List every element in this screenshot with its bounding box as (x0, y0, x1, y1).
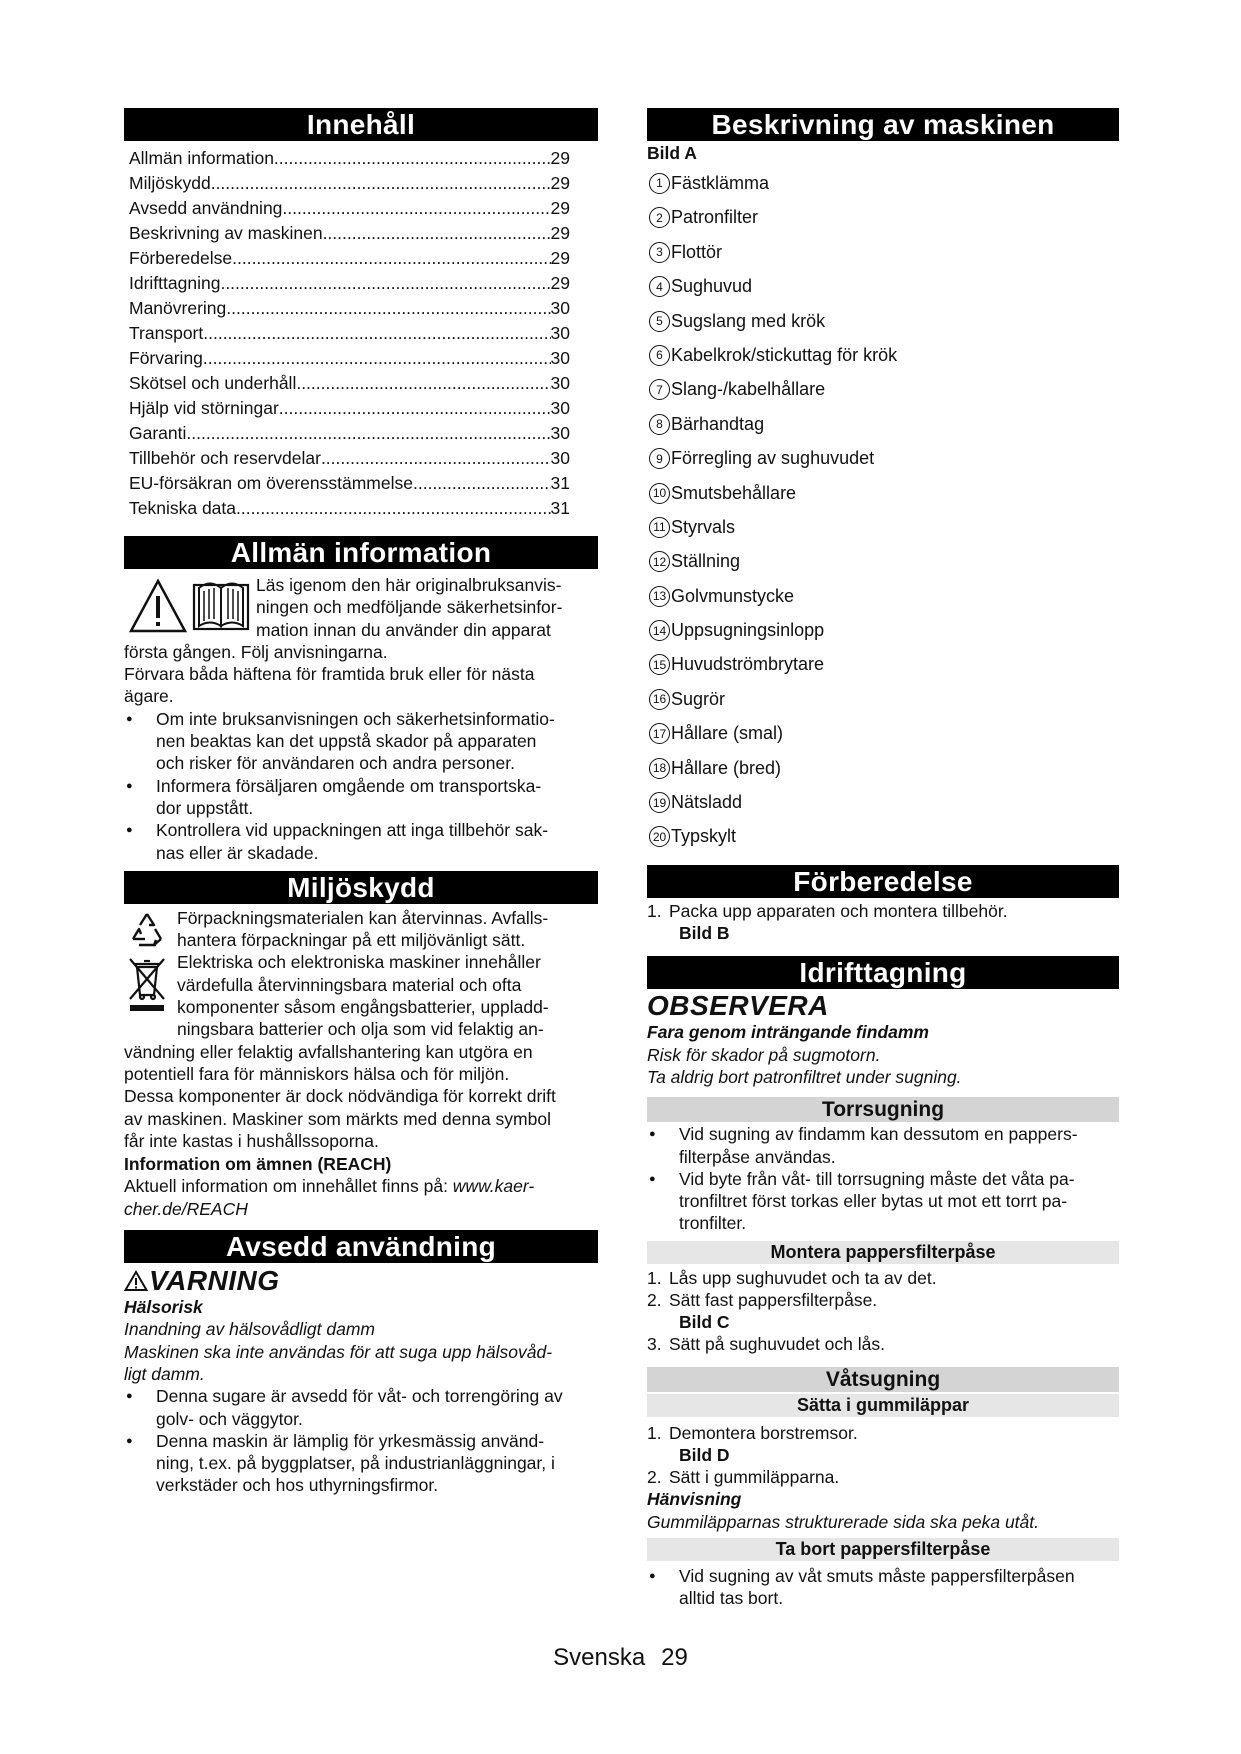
part-number: 8 (649, 414, 670, 435)
list-item: 12 Ställning (647, 545, 1119, 579)
startup-heading: Idrifttagning (647, 956, 1119, 989)
part-number: 15 (649, 654, 670, 675)
part-number: 19 (649, 792, 670, 813)
list-item: ● Kontrollera vid uppackningen att inga tillbehör sak- nas eller är skadade. (124, 819, 598, 864)
notice-text: Risk för skador på sugmotorn. Ta aldrig bort patronfiltret under sugning. (647, 1044, 962, 1087)
list-item: 14 Uppsugningsinlopp (647, 613, 1119, 647)
figure-ref: Bild D (679, 1444, 730, 1465)
list-item: ● Vid sugning av våt smuts måste pappersfilterpåsen alltid tas bort. (647, 1565, 1119, 1610)
general-bullets (124, 708, 598, 864)
list-item: ● Vid byte från våt- till torrsugning måste det våta pa- tronfiltret först torkas eller bytas ut mot ett torrt pa- tronfilter. (647, 1168, 1119, 1235)
weee-text: Elektriska och elektroniska maskiner innehåller värdefulla återvinningsbara material och ofta komponenter såsom engångsbatterier, uppladd- ningsbara batterier och olja som vid felaktig an- (177, 952, 549, 1040)
reach-text: Aktuell information om innehållet finns på: www.kaer- (124, 1176, 535, 1197)
list-item: 9 Förregling av sughuvudet (647, 441, 1119, 475)
toc-entry[interactable]: Avsedd användning ..... 29 (124, 196, 598, 221)
part-number: 2 (649, 207, 670, 228)
list-item: 19 Nätsladd (647, 785, 1119, 819)
toc-entry[interactable]: Tillbehör och reservdelar ..... 30 (124, 446, 598, 471)
toc-entry[interactable]: Miljöskydd ..... 29 (124, 171, 598, 196)
crossed-bin-icon (126, 955, 168, 1013)
intended-bullets (124, 1385, 598, 1496)
list-item: 2 Patronfilter (647, 201, 1119, 235)
list-item: 16 Sugrör (647, 682, 1119, 716)
list-item: 1. Demontera borstremsor. (647, 1422, 858, 1443)
weee-text-rest: vändning eller felaktig avfallshantering kan utgöra en potentiell fara för människors hälsa och för miljön. Dessa komponenter är dock nödvändiga för korrekt drift av maskinen. Maskiner som märkts med denna symbol får inte kastas i hushållssoporna. (124, 1041, 556, 1151)
list-item: ● Vid sugning av findamm kan dessutom en pappers- filterpåse användas. (647, 1123, 1119, 1168)
notice-subtitle: Fara genom inträngande findamm (647, 1022, 929, 1043)
list-item: 10 Smutsbehållare (647, 476, 1119, 510)
list-item: 13 Golvmunstycke (647, 579, 1119, 613)
part-number: 18 (649, 758, 670, 779)
warning-label: VARNING (124, 1266, 598, 1296)
general-para2: Förvara båda häftena för framtida bruk eller för nästa ägare. (124, 664, 535, 707)
dry-bullets (647, 1123, 1119, 1234)
part-number: 12 (649, 551, 670, 572)
reach-title: Information om ämnen (REACH) (124, 1154, 392, 1175)
list-item: ● Informera försäljaren omgående om transportska- dor uppstått. (124, 775, 598, 820)
warning-triangle-icon (128, 578, 188, 634)
mount-steps (647, 1267, 1119, 1356)
footer-language: Svenska (553, 1644, 646, 1671)
list-item: 4 Sughuvud (647, 269, 1119, 303)
part-number: 14 (649, 620, 670, 641)
list-item: 6 Kabelkrok/stickuttag för krök (647, 338, 1119, 372)
general-intro: Läs igenom den här originalbruksanvis- ningen och medföljande säkerhetsinfor- mation innan du använder din apparat (256, 575, 563, 640)
page-footer (0, 1644, 1241, 1672)
part-number: 5 (649, 311, 670, 332)
list-item: 15 Huvudströmbrytare (647, 648, 1119, 682)
figure-ref: Bild B (679, 923, 730, 944)
list-item: 1 Fästklämma (647, 166, 1119, 200)
lips-steps (647, 1422, 1119, 1489)
notice-title: OBSERVERA (647, 990, 829, 1022)
list-item: 2. Sätt i gummiläpparna. (647, 1466, 840, 1487)
part-number: 10 (649, 483, 670, 504)
warning-triangle-icon (124, 1270, 148, 1292)
reach-link[interactable]: www.kaer- (452, 1176, 535, 1197)
table-of-contents (124, 141, 598, 521)
list-item: 20 Typskylt (647, 820, 1119, 854)
figure-ref: Bild A (647, 143, 697, 163)
lips-heading: Sätta i gummiläppar (647, 1394, 1119, 1417)
note-title: Hänvisning (647, 1489, 742, 1510)
manual-book-icon (190, 575, 252, 633)
list-item: 7 Slang-/kabelhållare (647, 373, 1119, 407)
reach-link-cont[interactable]: cher.de/REACH (124, 1198, 248, 1219)
list-item: ● Denna sugare är avsedd för våt- och torrengöring av golv- och väggytor. (124, 1385, 598, 1430)
part-number: 7 (649, 379, 670, 400)
general-heading: Allmän information (124, 536, 598, 569)
list-item: 18 Hållare (bred) (647, 751, 1119, 785)
intended-section (124, 1263, 598, 1497)
remove-heading: Ta bort pappersfilterpåse (647, 1538, 1119, 1561)
list-item: 3. Sätt på sughuvudet och lås. (647, 1334, 885, 1355)
toc-entry[interactable]: Garanti ..... 30 (124, 421, 598, 446)
part-number: 20 (649, 826, 670, 847)
toc-entry[interactable]: Förvaring ..... 30 (124, 346, 598, 371)
toc-heading: Innehåll (124, 108, 598, 141)
remove-bullets (647, 1565, 1119, 1610)
part-number: 16 (649, 689, 670, 710)
list-item: 3 Flottör (647, 235, 1119, 269)
prep-heading: Förberedelse (647, 865, 1119, 898)
recycle-icon (126, 909, 168, 951)
toc-entry[interactable]: Transport ..... 30 (124, 321, 598, 346)
hazard-title: Hälsorisk (124, 1297, 203, 1318)
right-column (647, 108, 1119, 1609)
left-column (124, 108, 598, 1497)
list-item: ● Denna maskin är lämplig för yrkesmässig använd- ning, t.ex. på byggplatser, på industrianläggningar, i verkstäder och hos uthyrningsfirmor. (124, 1430, 598, 1497)
part-number: 11 (649, 517, 670, 538)
parts-list (647, 166, 1119, 854)
page-number: 29 (661, 1644, 688, 1671)
list-item: 2. Sätt fast pappersfilterpåse. (647, 1290, 878, 1311)
part-number: 1 (649, 173, 670, 194)
hazard-text: Inandning av hälsovådligt damm Maskinen ska inte användas för att suga upp hälsovåd- ligt damm. (124, 1319, 553, 1384)
toc-entry[interactable]: EU-försäkran om överensstämmelse ..... 31 (124, 471, 598, 496)
list-item: ● Om inte bruksanvisningen och säkerhetsinformatio- nen beaktas kan det uppstå skador på apparaten och risker för användaren och andra personer. (124, 708, 598, 775)
part-number: 9 (649, 448, 670, 469)
part-number: 3 (649, 242, 670, 263)
part-number: 6 (649, 345, 670, 366)
note-text: Gummiläpparnas strukturerade sida ska peka utåt. (647, 1511, 1039, 1532)
part-number: 13 (649, 586, 670, 607)
recycle-text: Förpackningsmaterialen kan återvinnas. Avfalls- hantera förpackningar på ett miljövänligt sätt. (177, 907, 549, 951)
list-item: 8 Bärhandtag (647, 407, 1119, 441)
toc-entry[interactable]: Förberedelse ..... 29 (124, 246, 598, 271)
general-section (124, 569, 598, 864)
toc-entry[interactable]: Idrifttagning ..... 29 (124, 271, 598, 296)
mount-heading: Montera pappersfilterpåse (647, 1241, 1119, 1264)
toc-entry[interactable]: Manövrering ..... 30 (124, 296, 598, 321)
toc-entry[interactable]: Skötsel och underhåll ..... 30 (124, 371, 598, 396)
toc-entry[interactable]: Hjälp vid störningar ..... 30 (124, 396, 598, 421)
figure-ref: Bild C (679, 1312, 730, 1333)
prep-step: 1. Packa upp apparaten och montera tillbehör. (647, 901, 1008, 922)
intended-heading: Avsedd användning (124, 1230, 598, 1263)
toc-entry[interactable]: Beskrivning av maskinen ..... 29 (124, 221, 598, 246)
part-number: 17 (649, 723, 670, 744)
list-item: 5 Sugslang med krök (647, 304, 1119, 338)
machine-heading: Beskrivning av maskinen (647, 108, 1119, 141)
list-item: 11 Styrvals (647, 510, 1119, 544)
toc-entry[interactable]: Tekniska data ..... 31 (124, 496, 598, 521)
wet-heading: Våtsugning (647, 1367, 1119, 1392)
general-intro-rest: första gången. Följ anvisningarna. (124, 641, 388, 662)
list-item: 17 Hållare (smal) (647, 717, 1119, 751)
environment-section (124, 904, 598, 1220)
part-number: 4 (649, 276, 670, 297)
dry-heading: Torrsugning (647, 1097, 1119, 1122)
toc-entry[interactable]: Allmän information ..... 29 (124, 146, 598, 171)
list-item: 1. Lås upp sughuvudet och ta av det. (647, 1267, 937, 1288)
environment-heading: Miljöskydd (124, 871, 598, 904)
